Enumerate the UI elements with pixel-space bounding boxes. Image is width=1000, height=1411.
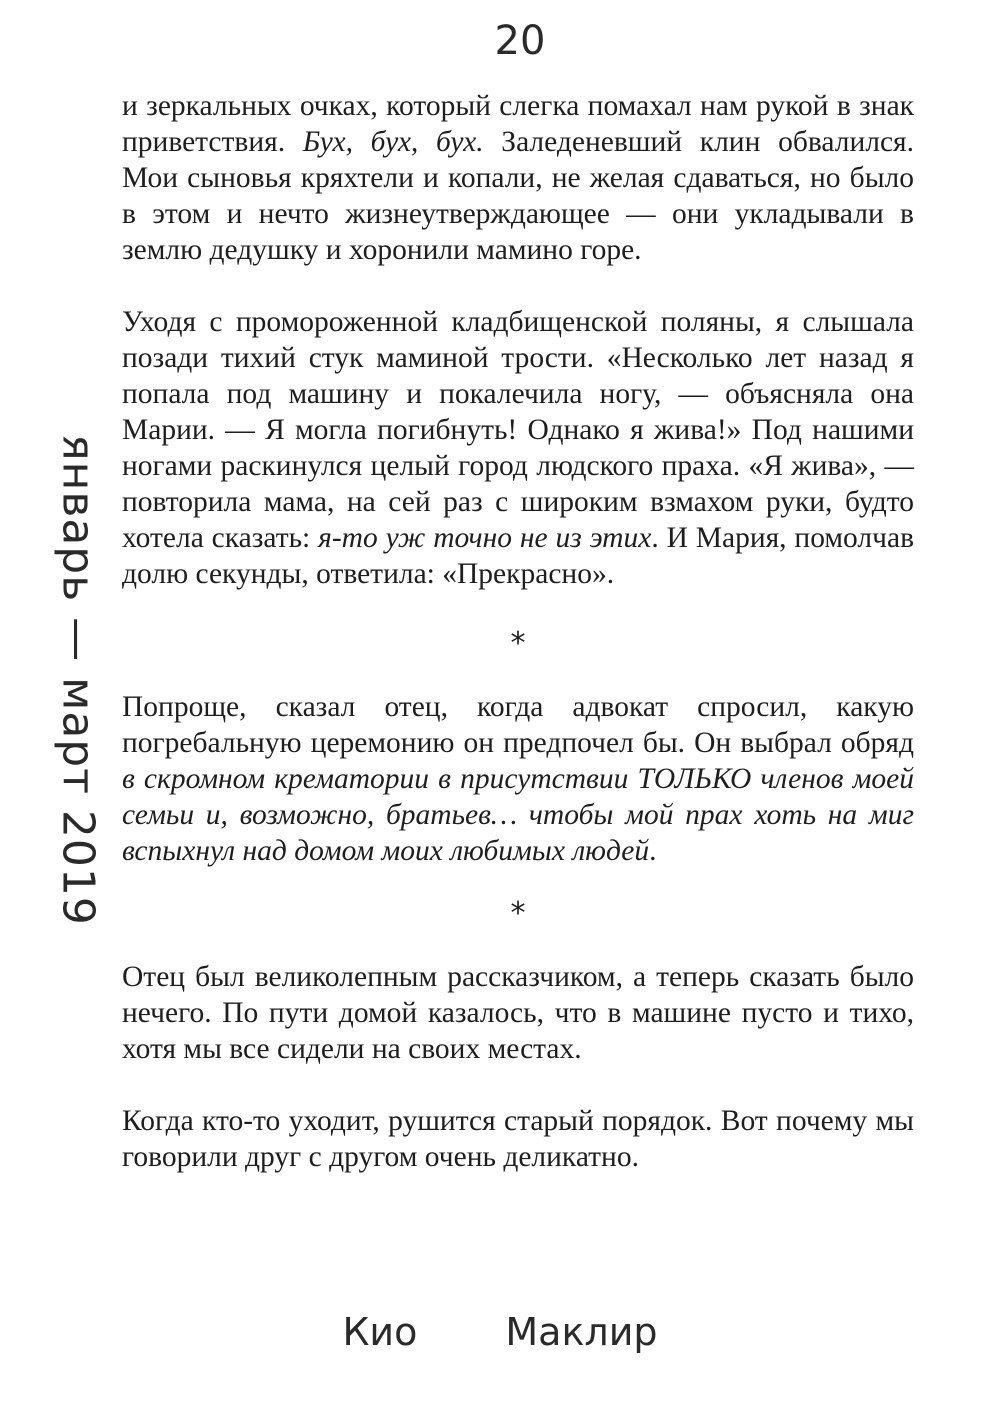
text-run: Заледеневший клин обвалился. Мои сыновья кряхтели и копали, не желая сдаваться, но было в этом и нечто жизнеутверждающее — они укладывали в землю дедушку и хоронили мамино горе. bbox=[122, 126, 914, 266]
paragraph bbox=[122, 1103, 914, 1175]
paragraph bbox=[122, 959, 914, 1067]
footer-author bbox=[0, 1310, 1000, 1354]
text-run: . И Мария, помолчав долю секунды, ответила: «Прекрасно». bbox=[122, 522, 914, 590]
author-last-name: Маклир bbox=[505, 1310, 658, 1354]
side-caption: январь — март 2019 bbox=[52, 434, 104, 926]
text-run: . bbox=[649, 835, 657, 867]
text-run: Уходя с промороженной кладбищенской поляны, я слышала позади тихий стук маминой трости. «Несколько лет назад я попала под машину и покалечила ногу, — объясняла она Марии. — Я могла погибнуть! Однако я жива!» Под нашими ногами раскинулся целый город людского праха. «Я жива», — повторила мама, на сей раз с широким взмахом руки, будто хотела сказать: bbox=[122, 306, 914, 554]
section-separator: * bbox=[510, 896, 526, 931]
italic-run: я-то уж точно не из этих bbox=[318, 522, 652, 554]
author-first-name: Кио bbox=[342, 1310, 418, 1354]
italic-run: Бух, бух, бух. bbox=[302, 126, 484, 158]
text-run: Отец был великолепным рассказчиком, а теперь сказать было нечего. По пути домой казалось, что в машине пусто и тихо, хотя мы все сидели на своих местах. bbox=[122, 961, 914, 1065]
text-run: Когда кто-то уходит, рушится старый порядок. Вот почему мы говорили друг с другом очень деликатно. bbox=[122, 1105, 914, 1173]
page-body bbox=[122, 88, 914, 1175]
page-number: 20 bbox=[494, 18, 546, 64]
paragraph bbox=[122, 304, 914, 592]
paragraph bbox=[122, 88, 914, 268]
section-separator: * bbox=[510, 626, 526, 661]
text-run: и зеркальных очках, который слегка помахал нам рукой в знак приветствия. bbox=[122, 90, 914, 158]
paragraph bbox=[122, 689, 914, 869]
text-run: Попроще, сказал отец, когда адвокат спросил, какую погребальную церемонию он предпочел бы. Он выбрал обряд bbox=[122, 691, 914, 759]
italic-run: в скромном крематории в присутствии ТОЛЬКО членов моей семьи и, возможно, братьев… чтобы мой прах хоть на миг вспыхнул над домом моих любимых людей bbox=[122, 763, 914, 867]
